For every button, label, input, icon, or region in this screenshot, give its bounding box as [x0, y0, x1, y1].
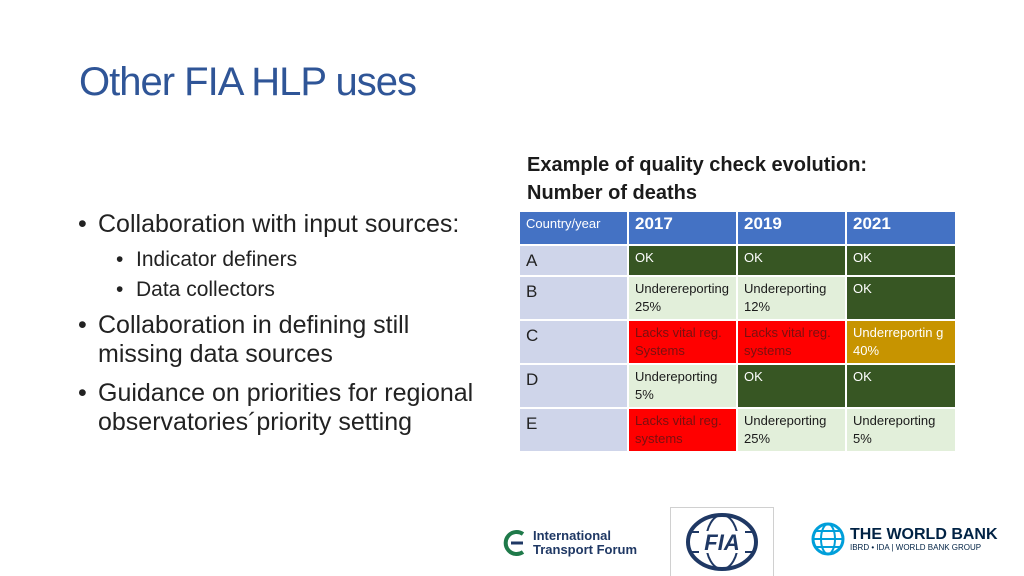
status-cell: OK [846, 276, 956, 320]
status-cell: Underreportin g 40% [846, 320, 956, 364]
fia-wordmark: FIA [704, 530, 740, 555]
bullet-collaboration-input: • Collaboration with input sources: [78, 210, 478, 239]
slide-title: Other FIA HLP uses [79, 60, 416, 104]
bullet-collaboration-defining: • Collaboration in defining still missing data sources [78, 311, 478, 369]
table-caption [527, 151, 867, 207]
table-header-row [519, 211, 956, 245]
status-cell: Undereporting 5% [846, 408, 956, 452]
caption-line-1: Example of quality check evolution: [527, 154, 868, 176]
status-cell: Lacks vital reg. Systems [628, 320, 737, 364]
status-cell: OK [737, 245, 846, 276]
status-cell: OK [846, 245, 956, 276]
itf-name-line-1: International [533, 528, 612, 543]
status-cell: Undereporting 25% [737, 408, 846, 452]
quality-check-table [518, 210, 957, 453]
country-cell: C [519, 320, 628, 364]
header-2021: 2021 [846, 211, 956, 245]
table-row [519, 320, 956, 364]
sub-bullet-data-collectors: • Data collectors [78, 275, 478, 305]
status-cell: OK [628, 245, 737, 276]
bullet-list [78, 210, 478, 443]
header-2017: 2017 [628, 211, 737, 245]
status-cell: Lacks vital reg. systems [737, 320, 846, 364]
table-row [519, 364, 956, 408]
caption-line-2: Number of deaths [527, 182, 698, 204]
status-cell: Undereporting 12% [737, 276, 846, 320]
status-cell: OK [846, 364, 956, 408]
sub-bullet-indicator-definers: • Indicator definers [78, 245, 478, 275]
country-cell: E [519, 408, 628, 452]
status-cell: OK [737, 364, 846, 408]
itf-name-line-2: Transport Forum [533, 542, 638, 557]
table-row [519, 408, 956, 452]
status-cell: Lacks vital reg. systems [628, 408, 737, 452]
itf-emblem-icon [503, 528, 529, 558]
status-cell: Underereporting 25% [628, 276, 737, 320]
world-bank-globe-icon [811, 522, 845, 556]
table-row [519, 245, 956, 276]
country-cell: A [519, 245, 628, 276]
status-cell: Undereporting 5% [628, 364, 737, 408]
header-country-year: Country/year [519, 211, 628, 245]
country-cell: D [519, 364, 628, 408]
table-row [519, 276, 956, 320]
world-bank-logo [811, 522, 998, 556]
fia-globe-icon [685, 512, 759, 572]
fia-logo [670, 507, 774, 576]
country-cell: B [519, 276, 628, 320]
world-bank-title: THE WORLD BANK [850, 525, 998, 543]
bullet-guidance-priorities: • Guidance on priorities for regional observatories´priority setting [78, 379, 478, 437]
itf-logo [503, 528, 637, 558]
header-2019: 2019 [737, 211, 846, 245]
world-bank-subtitle: IBRD • IDA | WORLD BANK GROUP [850, 542, 982, 552]
